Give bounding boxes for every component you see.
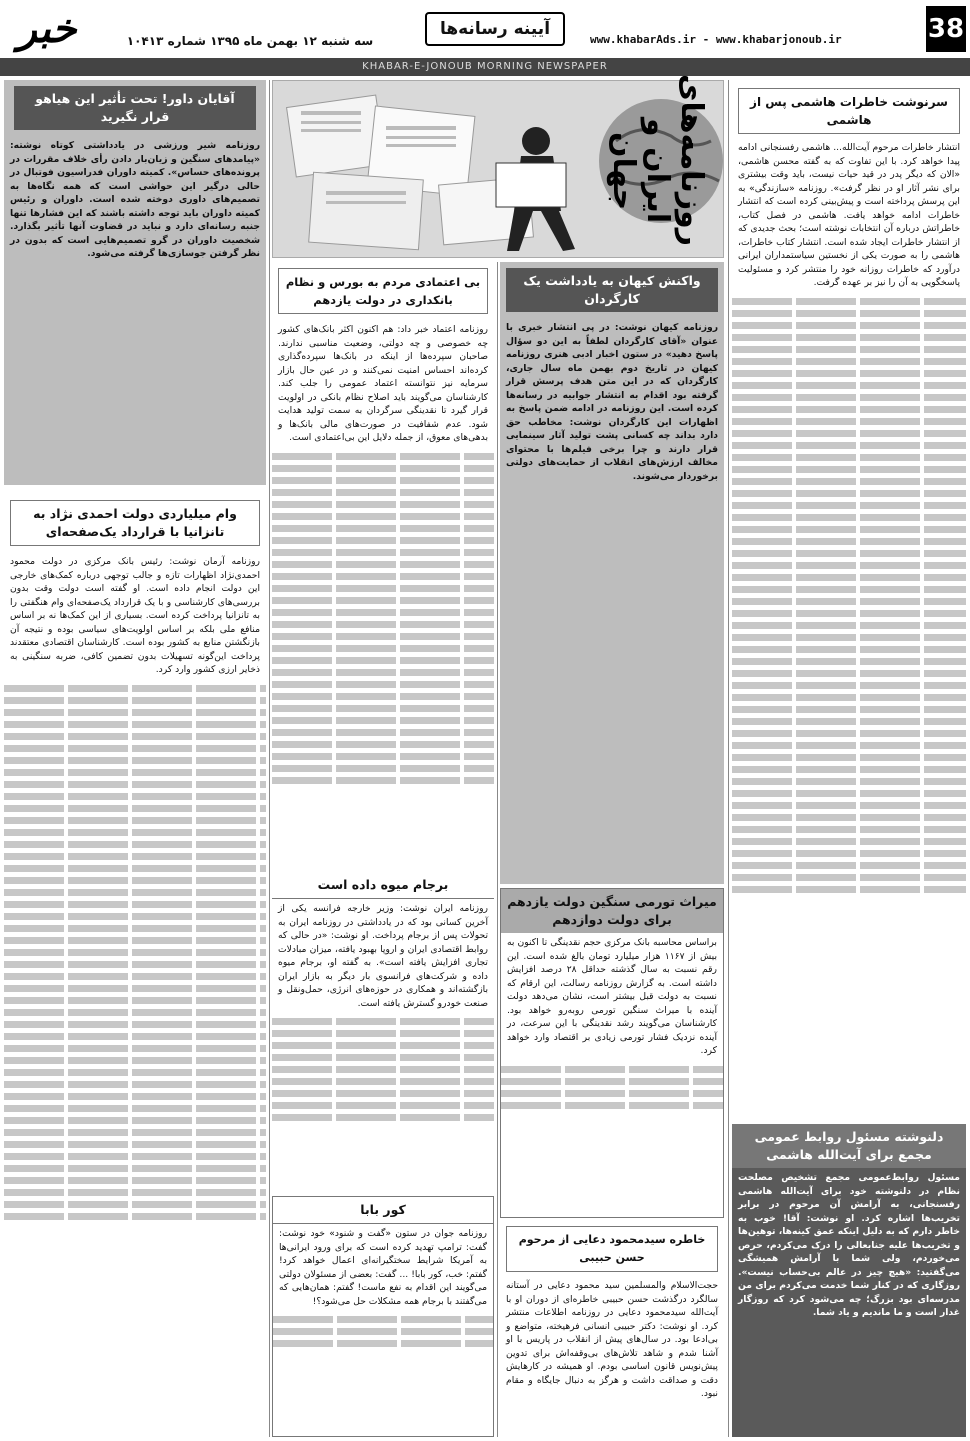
article-body: حجت‌الاسلام والمسلمین سید محمود دعایی در آستانه سالگرد درگذشت حسن حبیبی خاطره‌ای از دوران او با آیت‌الله سیدمحمود دعایی در روزنامه اطلاعات منتشر کرد. او نوشت: دکتر حبیبی انسانی فرهیخته، متواضع و بی‌ادعا بود. در سال‌های پیش از انقلاب در پاریس با او آشنا شدم و شاهد تلاش‌های بی‌وقفه‌اش برای تدوین پیش‌نویس قانون اساسی بودم. او همیشه در کارهایش دقت و صداقت داشت و هرگز به دنبال جایگاه و مقام نبود. — [506, 1280, 718, 1399]
article-title: وام میلیاردی دولت احمدی نژاد به تانزانیا با قرارداد یک‌صفحه‌ای — [10, 500, 260, 546]
article-koorbaba — [272, 1196, 494, 1437]
logo-text: خبر — [17, 5, 77, 52]
issue-date-line: سه شنبه ۱۲ بهمن ماه ۱۳۹۵ شماره ۱۰۴۱۳ — [126, 34, 374, 48]
article-title: واکنش کیهان به یادداشت یک کارگردان — [506, 268, 718, 312]
article-debt — [500, 888, 724, 1218]
article-body: روزنامه آرمان نوشت: رئیس بانک مرکزی در دولت محمود احمدی‌نژاد اظهارات تازه و جالب توجهی درباره کمک‌های خارجی این دولت انجام داده است. او گفته است دولت وقت بدون بررسی‌های کارشناسی و با یک قرارداد یک‌صفحه‌ای وام هنگفتی را به تانزانیا پرداخت کرده است. بسیاری از این کمک‌ها نه بر اساس منافع ملی بلکه بر اساس اولویت‌های سیاسی بوده و نتیجه آن بازنگشتن منابع به کشور بوده است. کارشناسان اقتصادی معتقدند پرداخت این‌گونه تسهیلات بدون تضمین کافی، ضربه سنگینی به ذخایر ارزی کشور وارد کرد. — [10, 556, 260, 675]
article-title: دلنوشته مسئول روابط عمومی مجمع برای آیت‌الله هاشمی — [732, 1124, 966, 1168]
column-rule — [269, 80, 270, 1437]
article-title: کور بابا — [273, 1197, 493, 1224]
english-banner: KHABAR-E-JONOUB MORNING NEWSPAPER — [0, 58, 970, 76]
article-body: روزنامه اعتماد خبر داد: هم اکنون اکثر بانک‌های کشور چه خصوصی و چه دولتی، وضعیت مناسبی ندارند. صاحبان سپرده‌ها از اینکه در بانک‌ها سپرده‌گذاری کرده‌اند احساس امنیت نمی‌کنند و در عین حال بازار سرمایه نیز نتوانسته اعتماد عمومی را جلب کند. کارشناسان می‌گویند باید اصلاح نظام بانکی در اولویت قرار گیرد تا نقدینگی سرگردان به سمت تولید هدایت شود. عدم شفافیت در صورت‌های مالی بانک‌ها و بدهی‌های معوق، از جمله دلایل این بی‌اعتمادی است. — [278, 324, 488, 443]
article-body: روزنامه کیهان نوشت: در پی انتشار خبری با عنوان «آقای کارگردان لطفاً به این دو سؤال پاسخ دهید» در ستون اخبار ادبی هنری روزنامه کیهان در تاریخ دوم بهمن ماه سال جاری، کارگردان که در این متن هدف پرسش قرار گرفته بود اقدام به انتشار جوابیه در رسانه‌ها کرده است. این روزنامه در ادامه ضمن پاسخ به اظهارات این کارگردان نوشت: مخاطب حق دارد بداند چه کسانی پشت تولید آثار سینمایی قرار دارند و چرا برخی فیلم‌ها با محتوای مخالف ارزش‌های انقلاب از حمایت‌های دولتی برخوردار می‌شوند. — [506, 322, 718, 482]
article-body: براساس محاسبه بانک مرکزی حجم نقدینگی تا اکنون به بیش از ۱۱۶۷ هزار میلیارد تومان بالغ شده است. این رقم نسبت به سال گذشته حداقل ۲۸ درصد افزایش داشته است. به گزارش روزنامه رسالت، این ارقام که نسبت به دولت قبل بیشتر است، نشان می‌دهد دولت آینده با میراث سنگین تورمی روبه‌رو خواهد بود. کارشناسان می‌گویند رشد نقدینگی با این سرعت، در آینده نزدیک فشار تورمی زیادی بر اقتصاد وارد خواهد کرد. — [507, 937, 717, 1056]
article-body: مسئول روابط‌عمومی مجمع تشخیص مصلحت نظام در دلنوشته خود برای آیت‌الله هاشمی رفسنجانی، به آرامش آن مرحوم در برابر تخریب‌ها اشاره کرد. او نوشت: آقا! خوب به خاطر دارم که به دلیل اینکه عمق کینه‌ها، توهین‌ها و تخریب‌ها علیه جنابعالی را درک می‌کردم، حرص می‌خوردم، ولی شما با آرامش همیشگی می‌گفتید: «هیچ چیز در عالم بی‌حساب نیست». روزگاری که در کنار شما خدمت می‌کردم برای من مدرسه‌ای بود بزرگ؛ چه می‌شود کرد که روزگار غدار است و ما ماندیم و یاد شما. — [738, 1172, 960, 1318]
article-habibi — [500, 1222, 724, 1437]
article-title: میراث تورمی سنگین دولت یازدهم برای دولت دوازدهم — [501, 889, 723, 933]
article-stock — [272, 262, 494, 867]
column-rule — [497, 262, 498, 1437]
article-fruit — [272, 872, 494, 1192]
article-kayhan — [500, 262, 724, 884]
article-body: روزنامه شیر ورزشی در یادداشتی کوتاه نوشته: «پیامدهای سنگین و زیان‌بار دادن رأی خلاف مقررات در پرونده‌های حساس». کمیته داوران فدراسیون فوتبال در حالی درگیر این حواشی است که همه نگاه‌ها به تصمیم‌های داوری دوخته شده است. داوران و رئیس کمیته داوران باید توجه داشته باشند که این فشارها تنها جنبه رسانه‌ای دارد و نباید در قضاوت آنها تأثیر بگذارد. شخصیت داوران در گرو تصمیم‌هایی است که بدون در نظر گرفتن جوسازی‌ها گرفته می‌شود. — [10, 140, 260, 259]
article-loan — [4, 494, 266, 1437]
article-title: بی اعتمادی مردم به بورس و نظام بانکداری در دولت یازدهم — [278, 268, 488, 314]
article-body: روزنامه جوان در ستون «گفت و شنود» خود نوشت: گفت: ترامپ تهدید کرده است که برای ورود ایرانی‌ها به آمریکا شرایط سختگیرانه‌ای اعمال خواهد کرد! گفتم: خب، کور بابا! ... گفت: بعضی از مسئولان دولتی می‌گویند این اقدام به نفع ماست! گفتم: همان‌هایی که می‌گفتند با برجام همه مشکلات حل می‌شود؟! — [279, 1228, 487, 1307]
article-judges — [4, 80, 266, 485]
article-title: سرنوشت خاطرات هاشمی پس از هاشمی — [738, 88, 960, 134]
newspaper-logo — [6, 6, 88, 52]
article-body: روزنامه ایران نوشت: وزیر خارجه فرانسه یکی از آخرین کسانی بود که در یادداشتی در روزنامه ایران به تحولات پس از برجام پرداخت. او نوشت: «در حالی که روابط اقتصادی ایران و اروپا بهبود یافته، میزان مبادلات تجاری افزایش یافته است». به گفته او، برجام میوه داده و شرکت‌های فرانسوی بار دیگر به بازار ایران بازگشته‌اند و همکاری در حوزه‌های انرژی، حمل‌ونقل و صنعت خودرو گسترش یافته است. — [278, 903, 488, 1009]
masthead-title: روزنامه‌های ایران و جهان — [606, 73, 709, 246]
article-title: خاطره سیدمحمود دعایی از مرحوم حسن حبیبی — [506, 1226, 718, 1272]
websites: www.khabarAds.ir - www.khabarjonoub.ir — [590, 33, 842, 46]
page-number: 38 — [926, 6, 966, 52]
section-title: آیینه رسانه‌ها — [425, 12, 565, 46]
article-title: برجام میوه داده است — [272, 872, 494, 899]
article-title: آقایان داور! تحت تأثیر این هیاهو قرار نگیرید — [14, 86, 256, 130]
column-rule — [728, 80, 729, 1437]
article-body: انتشار خاطرات مرحوم آیت‌الله... هاشمی رفسنجانی ادامه پیدا خواهد کرد. با این تفاوت که به گفته محسن هاشمی، «الان که دیگر پدر در قید حیات نیست، باید وقت بیشتری برای نشر آثار او در نظر گرفت». روزنامه «سازندگی» به این پرسش پرداخته است و پیش‌بینی کرده است که انتشار خاطرات ادامه خواهد یافت. هاشمی در فصل کتاب، خاطراتش درباره آن انتخابات نوشته است؛ بحث جدیدی که از انتشار خاطرات ایجاد شده است. انتشار کتاب خاطرات، هاشمی را به صورت یکی از نخستین سیاستمداران ایرانی درآورد که خاطرات روزانه خود را منتشر کرد و مسئولیت پاسخگویی به آن را نیز بر عهده گرفت. — [738, 142, 960, 288]
article-hashemi-memoirs — [732, 80, 966, 1108]
page-header — [0, 0, 970, 58]
article-gathering — [732, 1124, 966, 1437]
